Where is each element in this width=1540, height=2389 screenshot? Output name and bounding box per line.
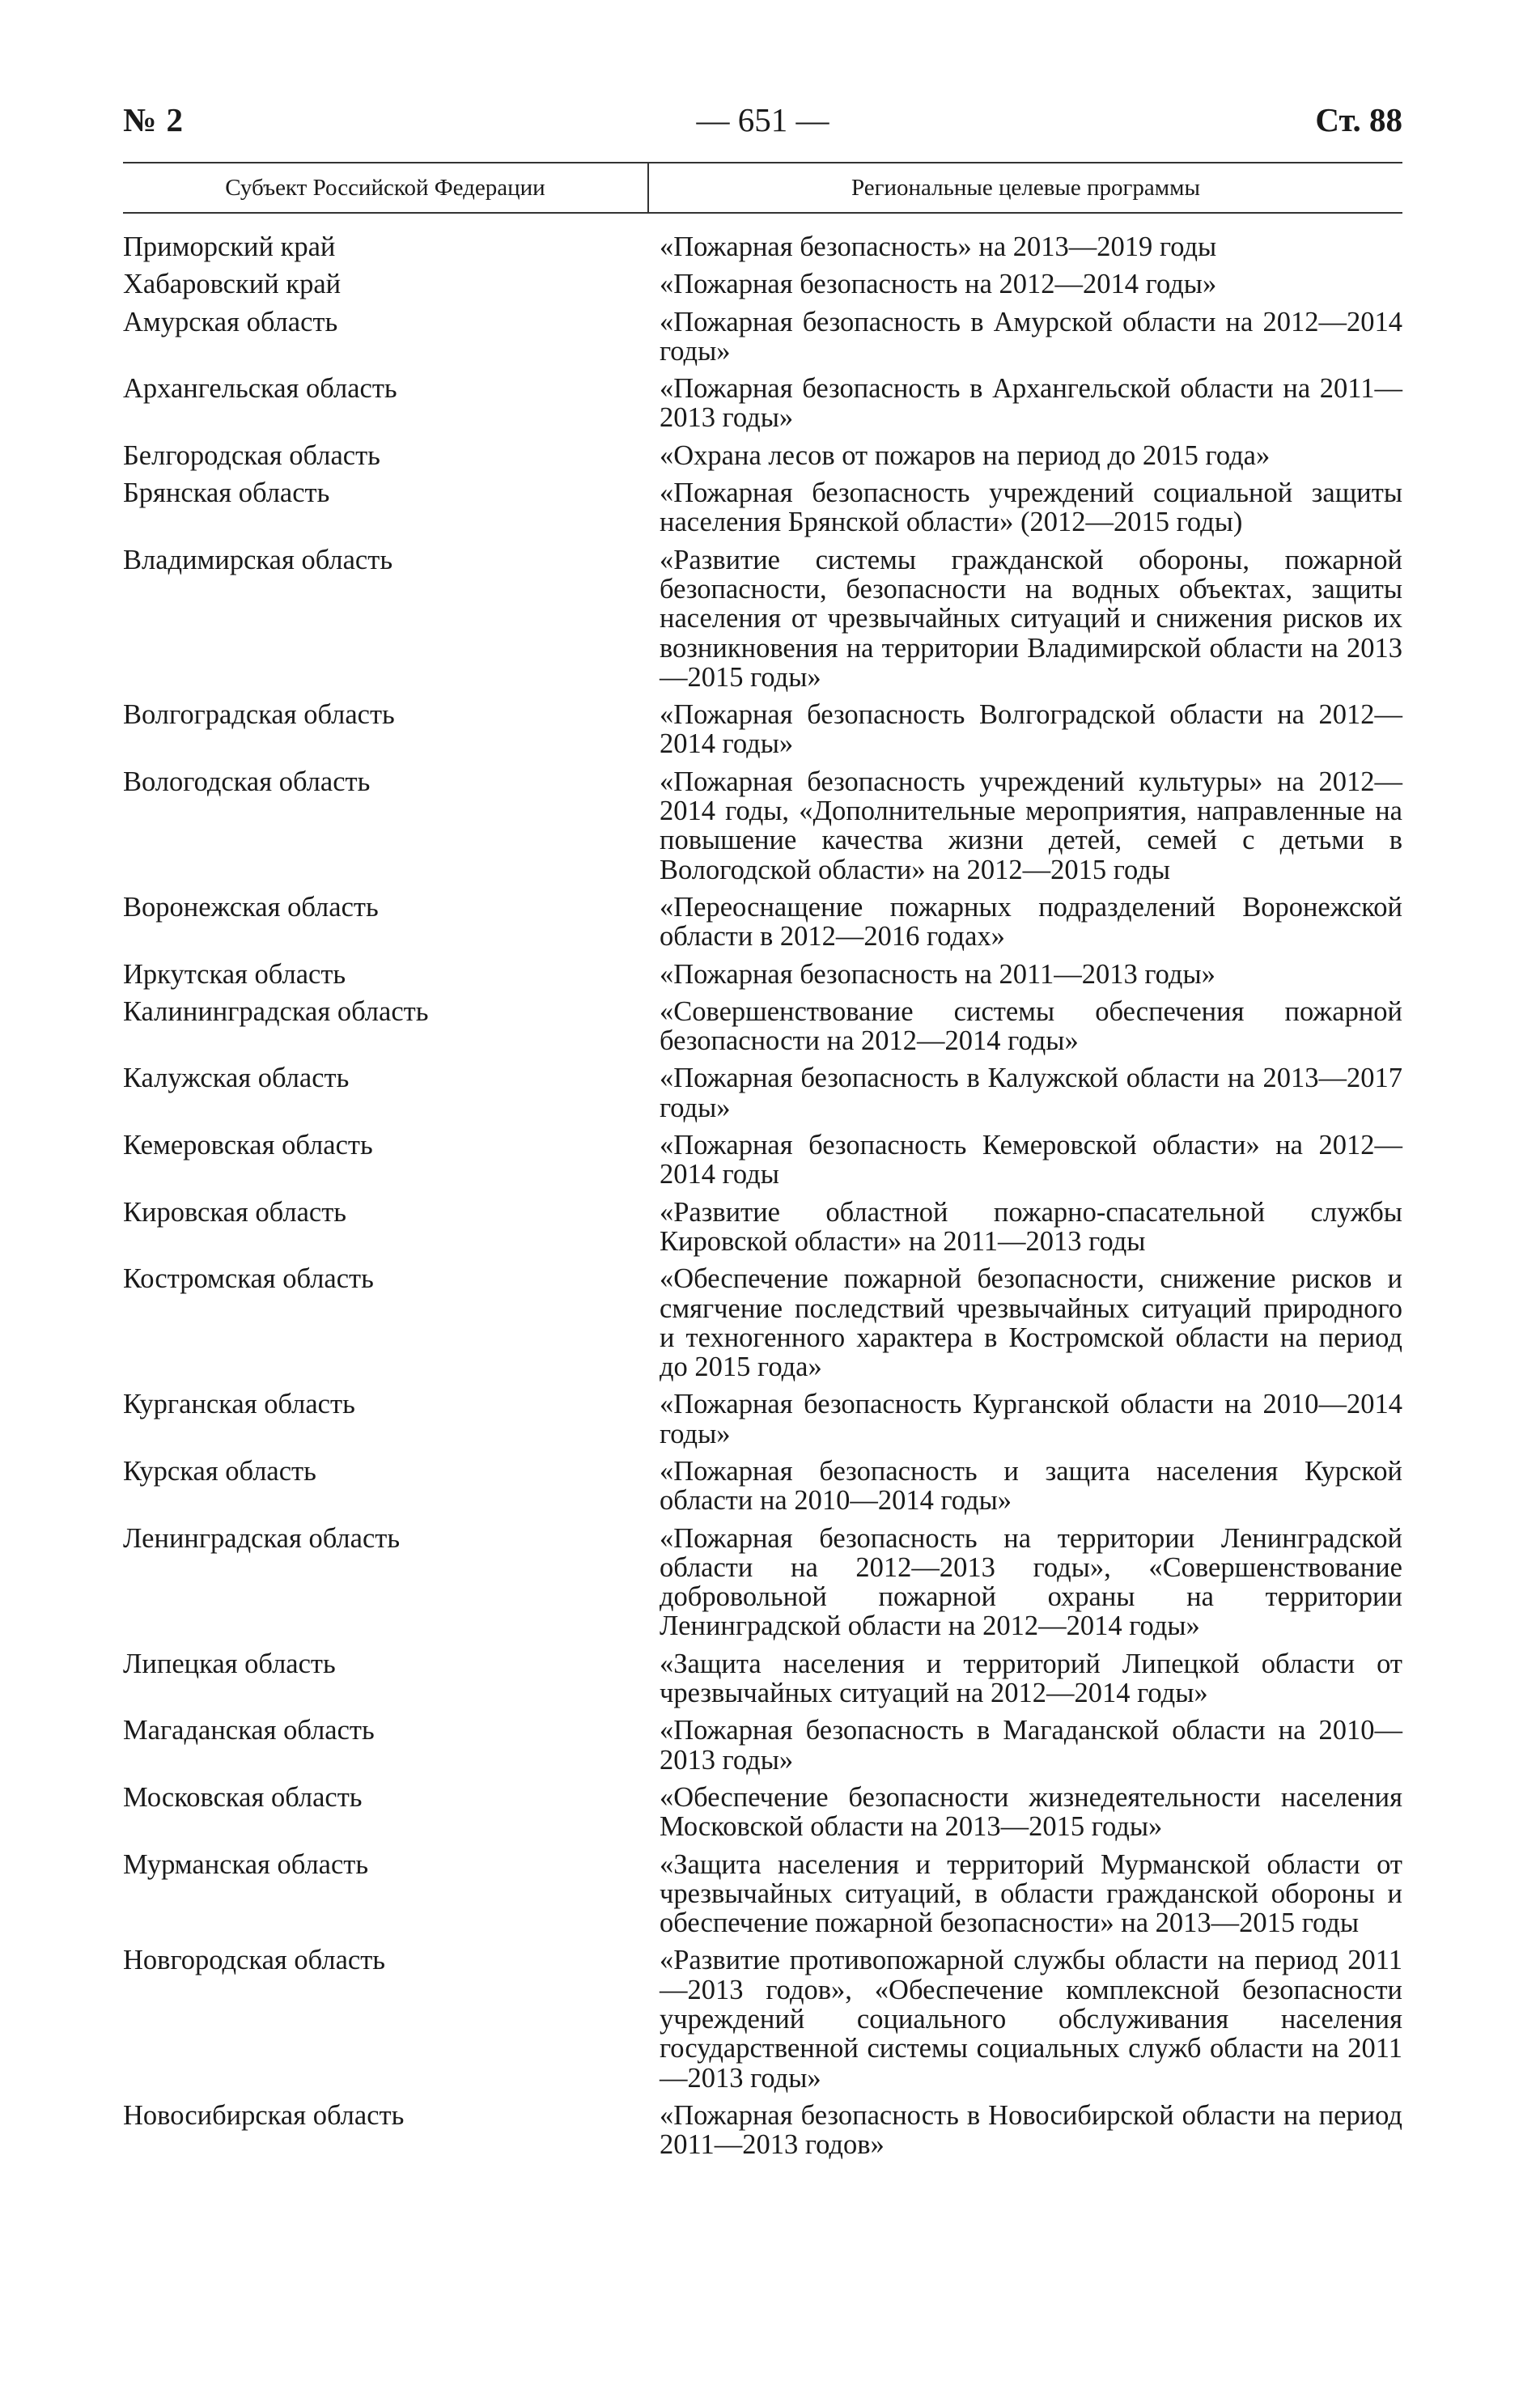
table-row [123, 1649, 1402, 1708]
table-row [123, 308, 1402, 367]
issue-number: № 2 [123, 101, 184, 138]
subject-cell: Брянская область [123, 477, 330, 509]
table-row [123, 232, 1402, 261]
program-cell: «Пожарная безопасность на 2012—2014 годы» [660, 269, 1217, 300]
page-header [123, 100, 1402, 149]
subject-cell: Мурманская область [123, 1848, 369, 1880]
subject-cell: Иркутская область [123, 958, 346, 990]
table-body [123, 232, 1402, 2168]
subject-cell: Липецкая область [123, 1648, 336, 1679]
table-row [123, 893, 1402, 952]
program-cell: «Обеспечение пожарной безопасности, снижение рисков и смягчение последствий чрезвычайных ситуаций природного и техногенного характера в Костромской области на период до 2015 года» [660, 1263, 1402, 1383]
subject-cell: Воронежская область [123, 891, 379, 923]
table-row [123, 2101, 1402, 2160]
table-row [123, 1198, 1402, 1257]
program-cell: «Пожарная безопасность» на 2013—2019 годы [660, 231, 1217, 262]
subject-cell: Приморский край [123, 231, 336, 262]
program-cell: «Пожарная безопасность в Новосибирской области на период 2011—2013 годов» [660, 2099, 1402, 2161]
table-row [123, 767, 1402, 885]
column-header-programs: Региональные целевые программы [851, 175, 1200, 201]
subject-cell: Вологодская область [123, 766, 371, 797]
program-cell: «Охрана лесов от пожаров на период до 2015 года» [660, 439, 1271, 471]
program-cell: «Пожарная безопасность в Амурской области на 2012—2014 годы» [660, 306, 1402, 367]
subject-cell: Волгоградская область [123, 699, 395, 731]
program-cell: «Защита населения и территорий Мурманской области от чрезвычайных ситуаций, в области гражданской обороны и обеспечение пожарной безопасности» на 2013—2015 годы [660, 1848, 1402, 1939]
program-cell: «Пожарная безопасность и защита населения Курской области на 2010—2014 годы» [660, 1455, 1402, 1517]
table-row [123, 1946, 1402, 2092]
subject-cell: Амурская область [123, 306, 338, 337]
article-number: Ст. 88 [1315, 101, 1402, 138]
program-cell: «Пожарная безопасность учреждений культуры» на 2012—2014 годы, «Дополнительные мероприятия, направленные на повышение качества жизни детей, семей с детьми в Вологодской области» на 2012—2015 годы [660, 766, 1402, 885]
page-number: — 651 — [696, 101, 829, 138]
program-cell: «Пожарная безопасность учреждений социальной защиты населения Брянской области» (2012—2015 годы) [660, 477, 1402, 538]
subject-cell: Хабаровский край [123, 269, 342, 300]
program-cell: «Пожарная безопасность Курганской области на 2010—2014 годы» [660, 1389, 1402, 1449]
subject-cell: Белгородская область [123, 439, 380, 471]
column-header-subject: Субъект Российской Федерации [123, 163, 649, 212]
subject-cell: Владимирская область [123, 544, 393, 575]
subject-cell: Новгородская область [123, 1945, 386, 1976]
subject-cell: Костромская область [123, 1263, 374, 1295]
subject-cell: Магаданская область [123, 1715, 375, 1746]
table-row [123, 1264, 1402, 1381]
table-row [123, 374, 1402, 433]
table-row [123, 545, 1402, 692]
subject-cell: Калининградская область [123, 995, 429, 1027]
program-cell: «Обеспечение безопасности жизнедеятельности населения Московской области на 2013—2015 годы» [660, 1781, 1402, 1843]
program-cell: «Пожарная безопасность Кемеровской области» на 2012—2014 годы [660, 1130, 1402, 1190]
table-row [123, 700, 1402, 759]
table-row [123, 1783, 1402, 1842]
subject-cell: Новосибирская область [123, 2099, 405, 2131]
program-cell: «Пожарная безопасность на территории Ленинградской области на 2012—2013 годы», «Совершенствование добровольной пожарной охраны на территории Ленинградской области на 2012—2014 годы» [660, 1522, 1402, 1642]
table-row [123, 960, 1402, 989]
table-row [123, 1131, 1402, 1190]
program-cell: «Развитие противопожарной службы области на период 2011—2013 годов», «Обеспечение комплексной безопасности учреждений социального обслуживания населения государственной системы социальных служб области на 2011—2013 годы» [660, 1945, 1402, 2094]
subject-cell: Курская область [123, 1455, 316, 1487]
program-cell: «Развитие областной пожарно-спасательной службы Кировской области» на 2011—2013 годы [660, 1196, 1402, 1257]
table-row [123, 997, 1402, 1056]
subject-cell: Курганская область [123, 1389, 355, 1420]
table-row [123, 1850, 1402, 1938]
table-row [123, 1524, 1402, 1641]
program-cell: «Пожарная безопасность в Калужской области на 2013—2017 годы» [660, 1063, 1402, 1123]
subject-cell: Архангельская область [123, 373, 397, 405]
table-row [123, 1457, 1402, 1516]
program-cell: «Совершенствование системы обеспечения пожарной безопасности на 2012—2014 годы» [660, 995, 1402, 1057]
subject-cell: Калужская область [123, 1063, 350, 1094]
table-row [123, 1716, 1402, 1775]
subject-cell: Кировская область [123, 1196, 347, 1228]
program-cell: «Пожарная безопасность Волгоградской области на 2012—2014 годы» [660, 699, 1402, 760]
program-cell: «Защита населения и территорий Липецкой области от чрезвычайных ситуаций на 2012—2014 годы» [660, 1648, 1402, 1709]
table-header [123, 162, 1402, 214]
table-row [123, 269, 1402, 299]
table-row [123, 1390, 1402, 1449]
table-row [123, 441, 1402, 470]
subject-cell: Кемеровская область [123, 1130, 373, 1161]
subject-cell: Московская область [123, 1781, 363, 1813]
program-cell: «Пожарная безопасность в Магаданской области на 2010—2013 годы» [660, 1715, 1402, 1776]
program-cell: «Переоснащение пожарных подразделений Воронежской области в 2012—2016 годах» [660, 891, 1402, 953]
table-row [123, 478, 1402, 537]
table-row [123, 1063, 1402, 1122]
subject-cell: Ленинградская область [123, 1522, 401, 1554]
program-cell: «Пожарная безопасность на 2011—2013 годы» [660, 958, 1215, 990]
program-cell: «Развитие системы гражданской обороны, пожарной безопасности, безопасности на водных объектах, защиты населения от чрезвычайных ситуаций и снижения рисков их возникновения на территории Владимирской области на 2013—2015 годы» [660, 544, 1402, 693]
program-cell: «Пожарная безопасность в Архангельской области на 2011—2013 годы» [660, 373, 1402, 434]
